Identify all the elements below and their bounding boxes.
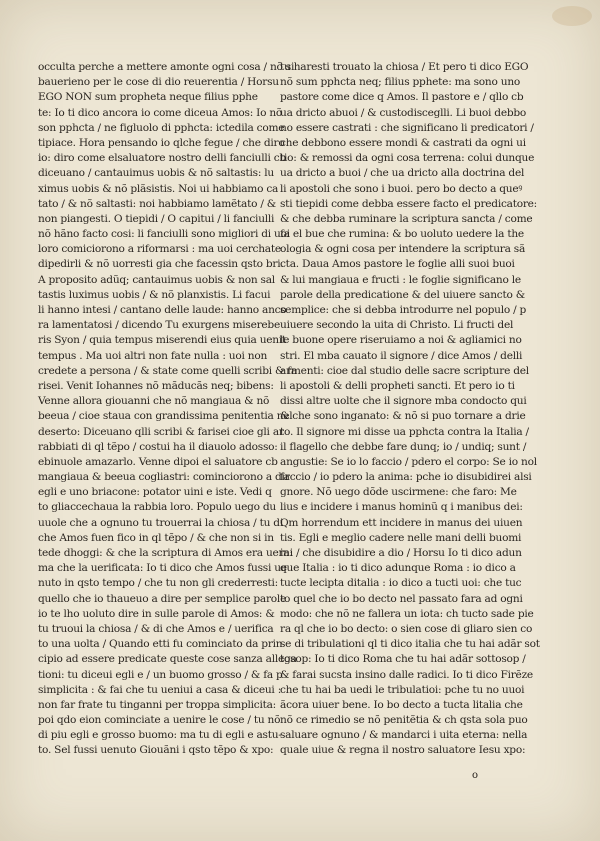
text-line: tede dhoggi: & che la scriptura di Amos era uera: <box>38 547 293 559</box>
text-line: que Italia : io ti dico adunque Roma : io dico a <box>280 562 516 575</box>
text-line: parole della predicatione & del uiuere sancto & <box>280 288 525 301</box>
text-line: diceuano / cantauimus uobis & nõ saltastis: lu <box>38 167 274 180</box>
text-line: simplicita : & fai che tu ueniui a casa & diceui : <box>38 683 282 696</box>
text-line: son pphcta / ne figluolo di pphcta: ictedila come <box>38 121 285 134</box>
text-line: che Amos fuen fico in ql tẽpo / & che non si in <box>38 531 274 544</box>
text-line: ua dricto a buoi / che ua dricto alla doctrina del <box>280 167 525 180</box>
text-line: ximus uobis & nõ plãsistis. Noi ui habbiamo ca <box>38 182 279 195</box>
text-line: li apostoli & delli propheti sancti. Et pero io ti <box>280 379 515 392</box>
text-line: li apostoli che sono i buoi. pero bo decto a queꝰ <box>280 182 523 195</box>
text-line: pastore come dice q Amos. Il pastore e / qllo cb <box>280 91 524 104</box>
text-line: occulta perche a mettere amonte ogni cosa / nõ si <box>38 61 295 73</box>
text-line: no essere castrati : che significano li predicatori / <box>280 121 534 134</box>
text-line: nuto in qsto tempo / che tu non gli crederresti: <box>38 577 279 590</box>
text-line: tioni: tu diceui egli e / un buomo grosso / & fa p <box>38 668 283 681</box>
text-line: tio: & remossi da ogni cosa terrena: colui dunque <box>280 152 535 165</box>
text-line: ra lamentatosi / dicendo Tu exurgens miserebe <box>38 319 280 332</box>
right-text-column <box>280 60 540 759</box>
text-line: to. Sel fussi uenuto Giouãni i qsto tẽpo & xpo: <box>38 744 274 757</box>
text-line: tosop: Io ti dico Roma che tu hai adãr sottosop / <box>280 653 526 666</box>
text-line: ma che la uerificata: Io ti dico che Amos fussi ue <box>38 562 287 575</box>
text-line: nõ ce rimedio se nõ penitẽtia & ch qsta sola puo <box>280 714 528 727</box>
text-line: armenti: cioe dal studio delle sacre scripture del <box>280 364 529 377</box>
text-line: lius e incidere i manus hominũ q i manibus dei: <box>280 501 523 514</box>
text-line: dipedirli & nõ uorresti gia che facessin qsto bri. <box>38 258 284 271</box>
paper-stain <box>552 6 592 26</box>
text-line: tu haresti trouato la chiosa / Et pero ti dico EGO <box>280 61 529 73</box>
text-line: tu truoui la chiosa / & di che Amos e / uerifica <box>38 622 274 635</box>
text-line: stri. El mba cauato il signore / dice Amos / delli <box>280 349 523 362</box>
text-line: ini / che disubidire a dio / Horsu Io ti dico adun <box>280 547 522 559</box>
left-text-column <box>38 60 298 759</box>
text-line: tucte lecipta ditalia : io dico a tucti uoi: che tuc <box>280 577 522 590</box>
text-line: non far frate tu tinganni per troppa simplicita: <box>38 698 276 711</box>
text-line: poi qdo eion cominciate a uenire le cose / tu nõ <box>38 714 281 727</box>
text-line: nõ hãno facto cosi: li fanciulli sono migliori di uoi <box>38 228 290 241</box>
text-line: io: diro come elsaluatore nostro delli fanciulli cb <box>38 152 286 165</box>
text-line: tis. Egli e meglio cadere nelle mani delli buomi <box>280 531 522 544</box>
text-line: ologia & ogni cosa per intendere la scriptura sã <box>280 243 526 256</box>
text-line: semplice: che si debba introdurre nel populo / p <box>280 304 527 316</box>
text-line: io te lho uoluto dire in sulle parole di Amos: & <box>38 607 275 620</box>
text-line: quello che io thaueuo a dire per semplice parole <box>38 592 287 605</box>
text-line: li hanno intesi / cantano delle laude: hanno anco <box>38 304 287 316</box>
text-line: to gliaccechaua la rabbia loro. Populo uego du <box>38 501 276 514</box>
text-line: se di tribulationi ql ti dico italia che tu hai adãr sot <box>280 638 540 651</box>
text-line: Qm horrendum ett incidere in manus dei uiuen <box>280 516 523 529</box>
text-line: nõ sum pphcta neq; filius pphete: ma sono uno <box>280 76 521 89</box>
text-line: quale uiue & regna il nostro saluatore Iesu xpo: <box>280 744 526 757</box>
text-line: le buone opere riseruiamo a noi & agliamici no <box>280 334 522 347</box>
text-line: loro comiciorono a riformarsi : ma uoi cerchate <box>38 243 281 256</box>
text-line: Venne allora giouanni che nõ mangiaua & nõ <box>38 395 270 408</box>
text-line: cipio ad essere predicate queste cose sanza allega <box>38 653 297 666</box>
text-line: ris Syon / quia tempus miserendi eius quia uenit <box>38 334 287 347</box>
signature-mark: o <box>472 770 479 781</box>
text-line: & lui mangiaua e fructi : le foglie significano le <box>280 273 521 286</box>
text-line: deserto: Diceuano qlli scribi & farisei cioe gli ar <box>38 425 284 438</box>
text-line: tastis luximus uobis / & nõ planxistis. Li facui <box>38 288 271 301</box>
text-line: non piangesti. O tiepidi / O capitui / li fanciulli <box>38 212 275 225</box>
text-line: bauerieno per le cose di dio reuerentia / Horsu <box>38 76 279 89</box>
text-line: to. Il signore mi disse ua pphcta contra la Italia / <box>280 425 529 438</box>
text-line: & che sono inganato: & nõ si puo tornare a drie <box>280 410 526 423</box>
text-line: beeua / cioe staua con grandissima penitentia nel <box>38 410 293 423</box>
text-line: modo: che nõ ne fallera un iota: ch tucto sade pie <box>280 607 534 620</box>
text-line: dissi altre uolte che il signore mba condocto qui <box>280 395 527 408</box>
text-line: te: Io ti dico ancora io come diceua Amos: Io nõ <box>38 106 283 119</box>
text-line: uiuere secondo la uita di Christo. Li fructi del <box>280 319 514 332</box>
text-line: il flagello che debbe fare dunq; io / undiq; sunt / <box>280 440 527 453</box>
text-line: ãcora uiuer bene. Io bo decto a tucta litalia che <box>280 698 523 711</box>
text-line: ua dricto abuoi / & custodisceglli. Li buoi debbo <box>280 106 527 119</box>
text-line: che tu hai ba uedi le tribulatioi: pche tu no uuoi <box>280 683 525 696</box>
text-line: & che debba ruminare la scriptura sancta / come <box>280 212 533 225</box>
text-line: sti tiepidi come debba essere facto el predicatore: <box>280 197 537 210</box>
text-line: risei. Venit Iohannes nõ mãducãs neq; bibens: <box>38 379 274 392</box>
text-line: fa el bue che rumina: & bo uoluto uedere la the <box>280 228 524 241</box>
text-line: ebinuole amazarlo. Venne dipoi el saluatore cb <box>38 455 278 468</box>
text-line: tipiace. Hora pensando io qlche fegue / che diro <box>38 136 285 149</box>
text-line: tato / & nõ saltasti: noi habbiamo lamẽtato / & <box>38 197 276 210</box>
text-line: to quel che io bo decto nel passato fara ad ogni <box>280 592 523 605</box>
text-line: ra ql che io bo decto: o sien cose di gliaro sien co <box>280 622 533 635</box>
text-line: angustie: Se io lo faccio / pdero el corpo: Se io nol <box>280 455 537 468</box>
text-line: egli e uno briacone: potator uini e iste. Vedi q <box>38 486 272 499</box>
text-line: credete a persona / & state come quelli scribi & fa <box>38 364 298 377</box>
text-line: faccio / io pdero la anima: pche io disubidirei alsi <box>280 471 532 484</box>
text-line: A proposito adũq; cantauimus uobis & non sal <box>38 273 275 286</box>
text-line: to una uolta / Quando etti fu cominciato da prin <box>38 638 283 651</box>
text-line: di piu egli e grosso buomo: ma tu di egli e astu- <box>38 729 282 742</box>
text-line: mangiaua & beeua cogliastri: cominciorono a dir <box>38 471 290 484</box>
text-line: EGO NON sum propheta neque filius pphe <box>38 91 258 104</box>
text-line: tempus . Ma uoi altri non fate nulla : uoi non <box>38 349 268 362</box>
text-line: saluare ognuno / & mandarci i uita eterna: nella <box>280 729 528 742</box>
text-line: & farai sucsta insino dalle radici. Io ti dico Firẽze <box>280 668 533 681</box>
text-line: uuole che a ognuno tu trouerrai la chiosa / tu di <box>38 516 283 529</box>
text-line: cta. Daua Amos pastore le foglie alli suoi buoi <box>280 258 515 271</box>
text-line: rabbiati di ql tẽpo / costui ha il diauolo adosso: <box>38 440 278 453</box>
text-line: gnore. Nõ uego dõde uscirmene: che faro: Me <box>280 486 517 499</box>
text-line: che debbono essere mondi & castrati da ogni ui <box>280 136 526 149</box>
